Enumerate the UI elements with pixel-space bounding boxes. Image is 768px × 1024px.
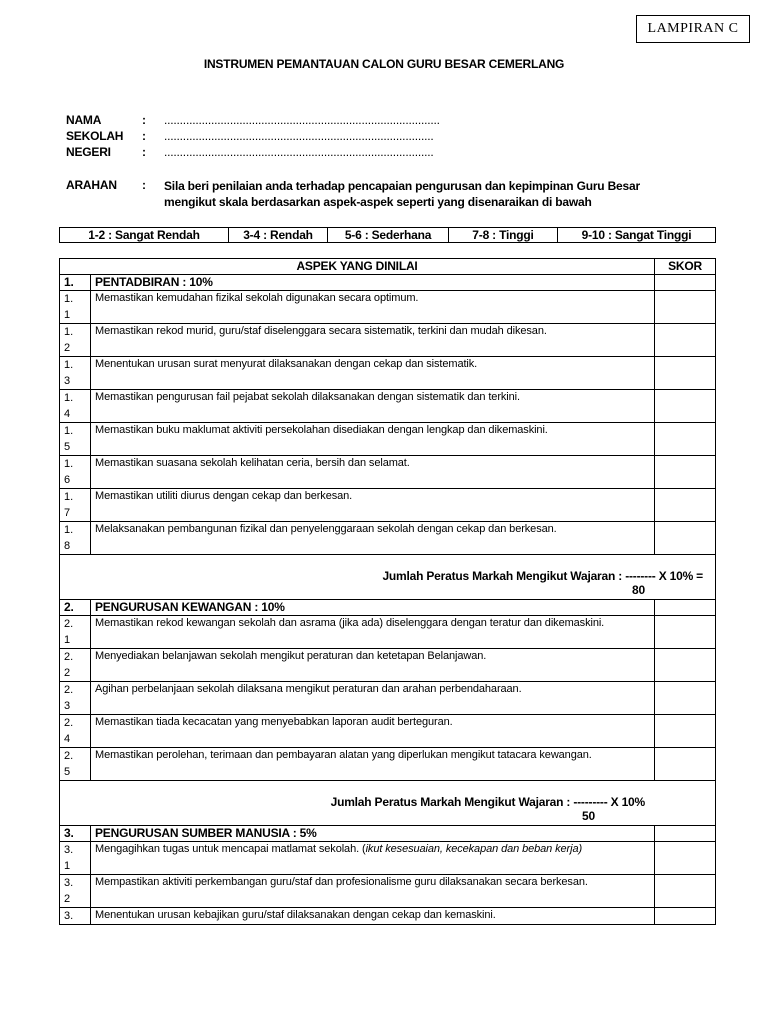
skor-cell[interactable] bbox=[655, 748, 716, 781]
total-formula: Jumlah Peratus Markah Mengikut Wajaran : -------- X 10% = bbox=[382, 569, 703, 583]
item-number: 3. 2 bbox=[60, 875, 91, 908]
item-number: 1. 2 bbox=[60, 324, 91, 357]
section-title: PENGURUSAN KEWANGAN : 10% bbox=[91, 600, 655, 616]
field-colon: : bbox=[142, 113, 146, 127]
scale-cell: 1-2 : Sangat Rendah bbox=[60, 228, 229, 243]
item-text: Memastikan perolehan, terimaan dan pembayaran alatan yang diperlukan mengikut tatacara kewangan. bbox=[91, 748, 655, 781]
item-text: Memastikan rekod murid, guru/staf diselenggara secara sistematik, terkini dan mudah dikesan. bbox=[91, 324, 655, 357]
field-label: NEGERI bbox=[66, 145, 111, 159]
item-number: 2. 1 bbox=[60, 616, 91, 649]
skor-cell[interactable] bbox=[655, 456, 716, 489]
item-text: Memastikan pengurusan fail pejabat sekolah dilaksanakan dengan sistematik dan terkini. bbox=[91, 390, 655, 423]
rating-scale-table bbox=[59, 227, 716, 243]
section-number: 3. bbox=[60, 826, 91, 842]
item-text: Memastikan utiliti diurus dengan cekap dan berkesan. bbox=[91, 489, 655, 522]
item-text: Memastikan rekod kewangan sekolah dan asrama (jika ada) diselenggara dengan teratur dan dikemaskini. bbox=[91, 616, 655, 649]
item-number: 1. 1 bbox=[60, 291, 91, 324]
lampiran-label: LAMPIRAN C bbox=[636, 15, 750, 43]
item-text: Memastikan tiada kecacatan yang menyebabkan laporan audit berteguran. bbox=[91, 715, 655, 748]
section-title: PENGURUSAN SUMBER MANUSIA : 5% bbox=[91, 826, 655, 842]
item-text: Memastikan kemudahan fizikal sekolah digunakan secara optimum. bbox=[91, 291, 655, 324]
scale-cell: 5-6 : Sederhana bbox=[328, 228, 449, 243]
item-text: Memastikan buku maklumat aktiviti persekolahan disediakan dengan lengkap dan dikemaskini. bbox=[91, 423, 655, 456]
item-number: 1. 7 bbox=[60, 489, 91, 522]
item-text: Menentukan urusan kebajikan guru/staf dilaksanakan dengan cekap dan kemaskini. bbox=[91, 908, 655, 925]
item-text-italic: ikut kesesuaian, kecekapan dan beban kerja) bbox=[365, 843, 583, 855]
item-number: 3. 1 bbox=[60, 842, 91, 875]
scale-cell: 7-8 : Tinggi bbox=[449, 228, 558, 243]
table-row bbox=[60, 715, 716, 748]
skor-cell[interactable] bbox=[655, 600, 716, 616]
item-number: 2. 5 bbox=[60, 748, 91, 781]
section-number: 1. bbox=[60, 275, 91, 291]
assessment-table bbox=[59, 258, 716, 925]
skor-cell[interactable] bbox=[655, 423, 716, 456]
item-number: 1. 4 bbox=[60, 390, 91, 423]
field-blank[interactable]: ........................................................................................ bbox=[164, 113, 440, 127]
item-text: Mengagihkan tugas untuk mencapai matlamat sekolah. (ikut kesesuaian, kecekapan dan beban kerja) bbox=[91, 842, 655, 875]
table-row bbox=[60, 357, 716, 390]
arahan-line-1: Sila beri penilaian anda terhadap pencapaian pengurusan dan kepimpinan Guru Besar bbox=[164, 179, 640, 193]
table-row bbox=[60, 682, 716, 715]
table-row bbox=[60, 875, 716, 908]
header-skor: SKOR bbox=[655, 259, 716, 275]
skor-cell[interactable] bbox=[655, 291, 716, 324]
skor-cell[interactable] bbox=[655, 682, 716, 715]
skor-cell[interactable] bbox=[655, 715, 716, 748]
skor-cell[interactable] bbox=[655, 489, 716, 522]
skor-cell[interactable] bbox=[655, 390, 716, 423]
section-total-row bbox=[60, 555, 716, 600]
table-row bbox=[60, 456, 716, 489]
total-denominator: 50 bbox=[582, 809, 595, 823]
field-label: NAMA bbox=[66, 113, 102, 127]
item-number: 3. bbox=[60, 908, 91, 925]
scale-cell: 3-4 : Rendah bbox=[229, 228, 328, 243]
table-row bbox=[60, 616, 716, 649]
section-total bbox=[60, 781, 716, 826]
section-total-row bbox=[60, 781, 716, 826]
skor-cell[interactable] bbox=[655, 357, 716, 390]
item-number: 1. 8 bbox=[60, 522, 91, 555]
section-header-row bbox=[60, 275, 716, 291]
section-header-row bbox=[60, 826, 716, 842]
item-text: Agihan perbelanjaan sekolah dilaksana mengikut peraturan dan arahan perbendaharaan. bbox=[91, 682, 655, 715]
skor-cell[interactable] bbox=[655, 908, 716, 925]
section-header-row bbox=[60, 600, 716, 616]
skor-cell[interactable] bbox=[655, 649, 716, 682]
scale-cell: 9-10 : Sangat Tinggi bbox=[558, 228, 716, 243]
arahan-text bbox=[164, 178, 664, 210]
field-blank[interactable]: ...................................................................................... bbox=[164, 145, 434, 159]
skor-cell[interactable] bbox=[655, 275, 716, 291]
skor-cell[interactable] bbox=[655, 842, 716, 875]
table-row bbox=[60, 489, 716, 522]
item-number: 2. 3 bbox=[60, 682, 91, 715]
total-denominator: 80 bbox=[632, 583, 645, 597]
field-colon: : bbox=[142, 145, 146, 159]
table-row bbox=[60, 291, 716, 324]
table-row bbox=[60, 842, 716, 875]
arahan-colon: : bbox=[142, 178, 146, 192]
rating-scale-row bbox=[60, 228, 716, 243]
field-blank[interactable]: ...................................................................................... bbox=[164, 129, 434, 143]
section-title: PENTADBIRAN : 10% bbox=[91, 275, 655, 291]
document-title: INSTRUMEN PEMANTAUAN CALON GURU BESAR CEMERLANG bbox=[203, 57, 565, 71]
section-total bbox=[60, 555, 716, 600]
section-number: 2. bbox=[60, 600, 91, 616]
skor-cell[interactable] bbox=[655, 826, 716, 842]
item-number: 1. 6 bbox=[60, 456, 91, 489]
item-text: Melaksanakan pembangunan fizikal dan penyelenggaraan sekolah dengan cekap dan berkesan. bbox=[91, 522, 655, 555]
arahan-label: ARAHAN bbox=[66, 178, 117, 192]
skor-cell[interactable] bbox=[655, 324, 716, 357]
table-row bbox=[60, 390, 716, 423]
item-text: Memastikan suasana sekolah kelihatan ceria, bersih dan selamat. bbox=[91, 456, 655, 489]
table-row bbox=[60, 522, 716, 555]
item-number: 2. 2 bbox=[60, 649, 91, 682]
table-row bbox=[60, 748, 716, 781]
skor-cell[interactable] bbox=[655, 875, 716, 908]
item-number: 2. 4 bbox=[60, 715, 91, 748]
field-label: SEKOLAH bbox=[66, 129, 124, 143]
table-row bbox=[60, 908, 716, 925]
item-text: Menentukan urusan surat menyurat dilaksanakan dengan cekap dan sistematik. bbox=[91, 357, 655, 390]
table-row bbox=[60, 324, 716, 357]
item-number: 1. 3 bbox=[60, 357, 91, 390]
arahan-line-2: mengikut skala berdasarkan aspek-aspek seperti yang disenaraikan di bawah bbox=[164, 195, 592, 209]
item-number: 1. 5 bbox=[60, 423, 91, 456]
skor-cell[interactable] bbox=[655, 616, 716, 649]
table-row bbox=[60, 423, 716, 456]
table-header-row bbox=[60, 259, 716, 275]
field-colon: : bbox=[142, 129, 146, 143]
table-row bbox=[60, 649, 716, 682]
header-aspek: ASPEK YANG DINILAI bbox=[60, 259, 655, 275]
item-text: Mempastikan aktiviti perkembangan guru/staf dan profesionalisme guru dilaksanakan secara berkesan. bbox=[91, 875, 655, 908]
total-formula: Jumlah Peratus Markah Mengikut Wajaran : --------- X 10% bbox=[330, 795, 645, 809]
skor-cell[interactable] bbox=[655, 522, 716, 555]
item-text: Menyediakan belanjawan sekolah mengikut peraturan dan ketetapan Belanjawan. bbox=[91, 649, 655, 682]
